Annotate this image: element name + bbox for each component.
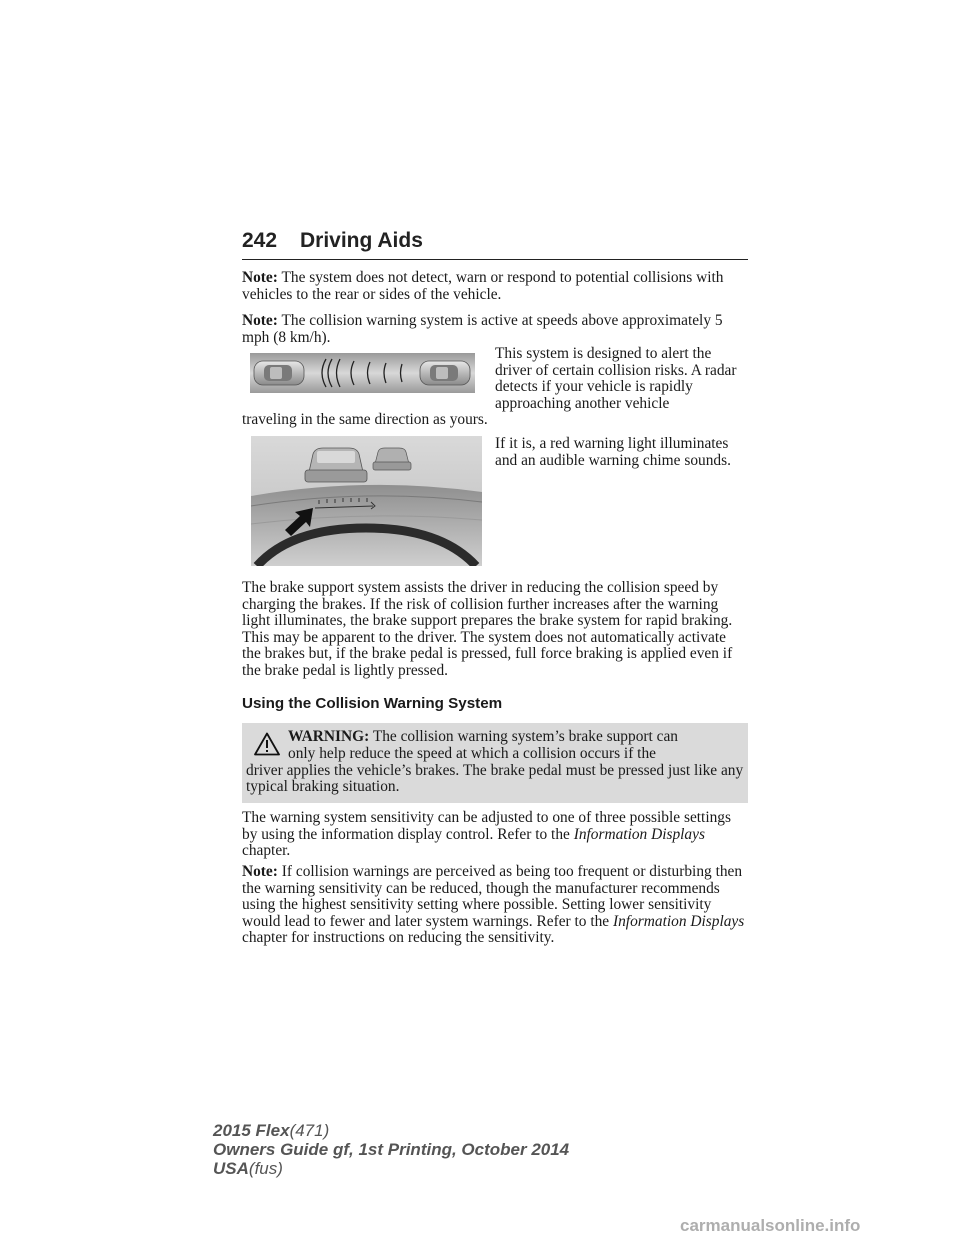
page-footer xyxy=(213,1121,569,1178)
note-label: Note: xyxy=(242,863,278,880)
watermark: carmanualsonline.info xyxy=(680,1216,861,1235)
warning-first-line xyxy=(288,729,743,746)
chapter-reference: Information Displays xyxy=(612,912,745,930)
note-rear-sides xyxy=(242,270,748,303)
radar-diagram-figure xyxy=(250,353,475,393)
warning-body: driver applies the vehicle’s brakes. The brake pedal must be pressed just like any typical braking situation. xyxy=(246,761,744,795)
footer-region: USA xyxy=(213,1159,249,1178)
page-title: Driving Aids xyxy=(300,229,423,252)
note-label: Note: xyxy=(242,269,278,286)
note-text: The system does not detect, warn or respond to potential collisions with vehicles to the rear or sides of the vehicle. xyxy=(242,269,724,303)
sensitivity-end: chapter. xyxy=(242,842,291,859)
warning-remaining-text xyxy=(246,746,744,796)
header-rule xyxy=(242,259,748,260)
footer-guide: Owners Guide gf, 1st Printing, October 2014 xyxy=(213,1140,570,1159)
note-text: The collision warning system is active at speeds above approximately 5 mph (8 km/h). xyxy=(242,312,723,346)
brake-support-paragraph: The brake support system assists the driver in reducing the collision speed by charging the brakes. If the risk of collision further increases after the warning light illuminates, the brake support prepares the brake system for rapid braking. This may be apparent to the driver. The system does not automatically activate the brakes but, if the brake pedal is pressed, full force braking is applied even if the brake pedal is lightly pressed. xyxy=(242,579,733,679)
alert-continuation: traveling in the same direction as yours. xyxy=(242,411,488,428)
note-speed xyxy=(242,313,748,346)
lead-car-icon xyxy=(305,448,367,482)
note-end: chapter for instructions on reducing the sensitivity. xyxy=(242,929,555,946)
warning-second-line: only help reduce the speed at which a collision occurs if the xyxy=(288,745,656,762)
footer-region-code: (fus) xyxy=(248,1159,283,1178)
chapter-reference: Information Displays xyxy=(573,825,705,843)
page-number: 242 xyxy=(242,229,278,252)
front-car-icon xyxy=(420,361,470,385)
warning-label: WARNING: xyxy=(288,728,370,745)
note-label: Note: xyxy=(242,312,278,329)
section-heading: Using the Collision Warning System xyxy=(242,695,503,712)
footer-model: 2015 Flex xyxy=(213,1121,290,1140)
footer-model-code: (471) xyxy=(289,1121,330,1140)
sensitivity-paragraph xyxy=(242,810,748,860)
windshield-warning-figure xyxy=(251,436,482,566)
note-sensitivity xyxy=(242,864,748,947)
warning-text: The collision warning system’s brake support can xyxy=(372,728,678,745)
alert-description: This system is designed to alert the driver of certain collision risks. A radar detects if your vehicle is rapidly approaching another vehicle xyxy=(495,345,737,412)
red-light-description: If it is, a red warning light illuminates and an audible warning chime sounds. xyxy=(495,435,731,469)
sensitivity-text: The warning system sensitivity can be adjusted to one of three possible settings by using the information display control. Refer to the xyxy=(242,809,731,843)
distant-car-icon xyxy=(373,448,411,470)
rear-car-icon xyxy=(254,361,304,385)
note-text: If collision warnings are perceived as being too frequent or disturbing then the warning sensitivity can be reduced, though the manufacturer recommends using the highest sensitivity setting where possible. Setting lower sensitivity would lead to fewer and later system warnings. Refer to the xyxy=(242,863,743,930)
